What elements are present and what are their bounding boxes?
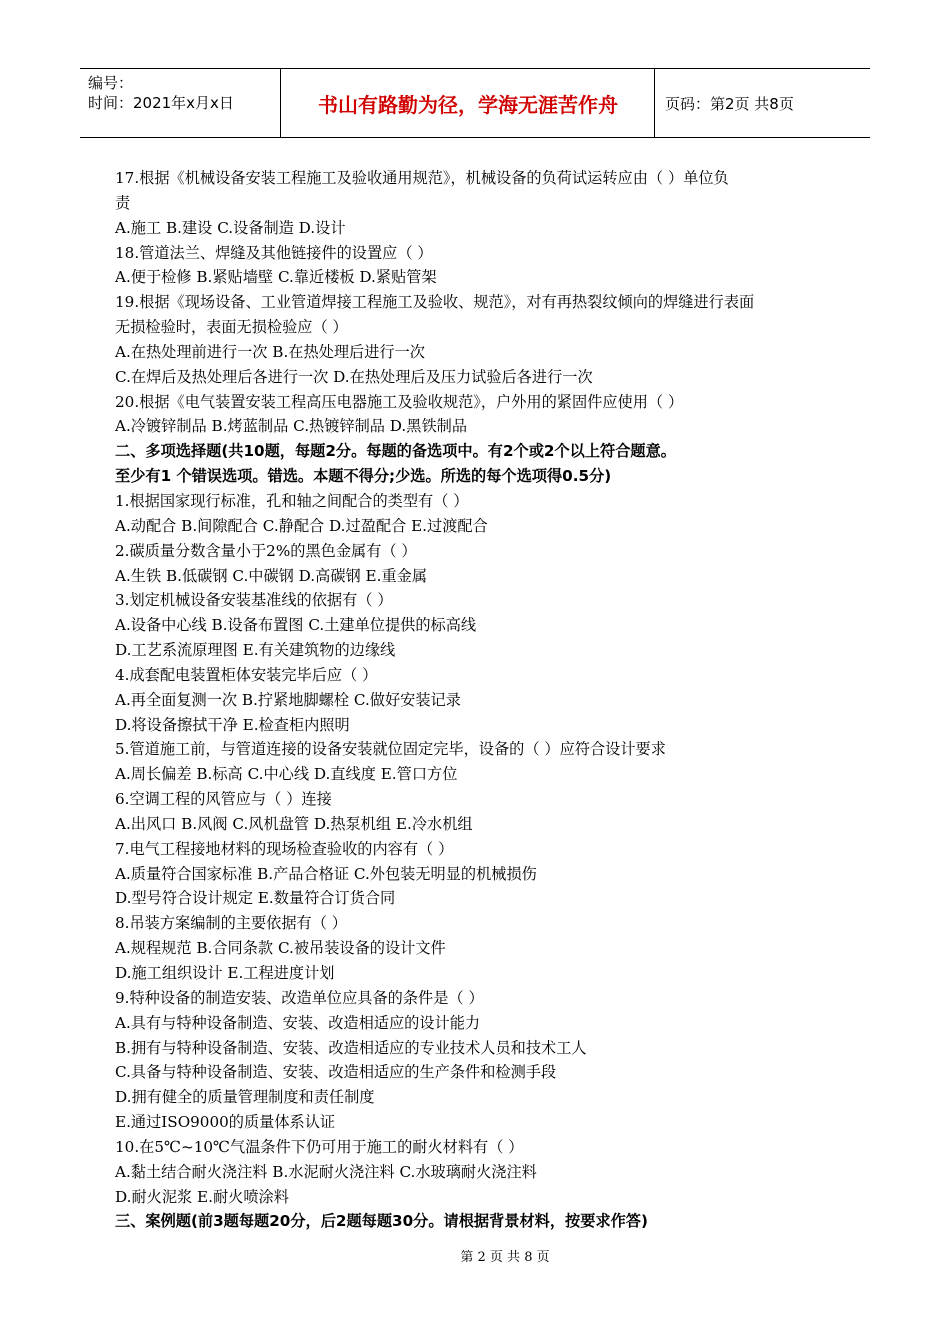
- text-line: 4.成套配电装置柜体安装完毕后应（ ）: [115, 665, 378, 684]
- time-label: 时间：2021年x月x日: [88, 94, 234, 112]
- header-info-cell: [80, 69, 281, 137]
- number-label: 编号：: [88, 74, 134, 92]
- text-line: 2.碳质量分数含量小于2%的黑色金属有（ ）: [115, 541, 417, 560]
- text-line: 无损检验时，表面无损检验应（ ）: [115, 318, 348, 337]
- text-line: A.质量符合国家标准 B.产品合格证 C.外包装无明显的机械损伤: [115, 864, 537, 883]
- page-footer: 第 2 页 共 8 页: [460, 1250, 550, 1265]
- text-line: A.黏土结合耐火浇注料 B.水泥耐火浇注料 C.水玻璃耐火浇注料: [115, 1162, 537, 1181]
- text-line: A.冷镀锌制品 B.烤蓝制品 C.热镀锌制品 D.黑铁制品: [115, 417, 468, 436]
- text-line: A.动配合 B.间隙配合 C.静配合 D.过盈配合 E.过渡配合: [115, 516, 488, 535]
- document-body: [115, 166, 840, 1234]
- text-line: 6.空调工程的风管应与（ ）连接: [115, 790, 332, 809]
- text-line: 20.根据《电气装置安装工程高压电器施工及验收规范》，户外用的紧固件应使用（ ）: [115, 392, 684, 411]
- text-line: 3.划定机械设备安装基准线的依据有（ ）: [115, 591, 393, 610]
- text-line: D.将设备擦拭干净 E.检查柜内照明: [115, 715, 350, 734]
- text-line: A.施工 B.建设 C.设备制造 D.设计: [115, 218, 346, 237]
- text-line: 18.管道法兰、焊缝及其他链接件的设置应（ ）: [115, 243, 433, 262]
- text-line: D.施工组织设计 E.工程进度计划: [115, 964, 335, 982]
- text-line: C.在焊后及热处理后各进行一次 D.在热处理后及压力试验后各进行一次: [115, 367, 593, 386]
- section-heading: 二、多项选择题(共10题，每题2分。每题的备选项中。有2个或2个以上符合题意。: [115, 442, 676, 461]
- text-line: A.设备中心线 B.设备布置图 C.土建单位提供的标高线: [115, 616, 477, 635]
- text-line: 17.根据《机械设备安装工程施工及验收通用规范》，机械设备的负荷试运转应由（ ）单位负: [115, 169, 729, 187]
- page-info-cell: [655, 69, 870, 137]
- text-line: A.生铁 B.低碳钢 C.中碳钢 D.高碳钢 E.重金属: [115, 566, 428, 585]
- text-line: A.再全面复测一次 B.拧紧地脚螺栓 C.做好安装记录: [115, 690, 461, 709]
- text-line: A.在热处理前进行一次 B.在热处理后进行一次: [115, 342, 425, 361]
- section-heading: 三、案例题(前3题每题20分，后2题每题30分。请根据背景材料，按要求作答): [115, 1212, 648, 1231]
- text-line: 5.管道施工前，与管道连接的设备安装就位固定完毕，设备的（ ）应符合设计要求: [115, 740, 666, 759]
- text-line: D.型号符合设计规定 E.数量符合订货合同: [115, 889, 396, 908]
- text-line: A.便于检修 B.紧贴墙壁 C.靠近楼板 D.紧贴管架: [115, 268, 437, 287]
- section-heading: 至少有1 个错误选项。错选。本题不得分;少选。所选的每个选项得0.5分): [115, 467, 612, 486]
- text-line: 7.电气工程接地材料的现场检查验收的内容有（ ）: [115, 839, 454, 858]
- motto-cell: [282, 69, 655, 137]
- text-line: D.工艺系流原理图 E.有关建筑物的边缘线: [115, 641, 396, 660]
- text-line: D.拥有健全的质量管理制度和责任制度: [115, 1088, 375, 1107]
- text-line: 8.吊装方案编制的主要依据有（ ）: [115, 914, 347, 933]
- header-table: [80, 68, 870, 138]
- text-line: 10.在5℃~10℃气温条件下仍可用于施工的耐火材料有（ ）: [115, 1137, 524, 1156]
- text-line: A.出风口 B.风阀 C.风机盘管 D.热泵机组 E.冷水机组: [115, 814, 473, 833]
- motto-text: 书山有路勤为径，学海无涯苦作舟: [318, 92, 618, 117]
- text-line: A.具有与特种设备制造、安装、改造相适应的设计能力: [115, 1013, 481, 1032]
- text-line: 19.根据《现场设备、工业管道焊接工程施工及验收、规范》，对有再热裂纹倾向的焊缝进行表面: [115, 293, 755, 312]
- page-info-text: 页码：第2页 共8页: [665, 94, 794, 113]
- text-line: 9.特种设备的制造安装、改造单位应具备的条件是（ ）: [115, 988, 484, 1007]
- text-line: 责: [115, 193, 131, 212]
- text-line: C.具备与特种设备制造、安装、改造相适应的生产条件和检测手段: [115, 1063, 557, 1082]
- text-line: E.通过ISO9000的质量体系认证: [115, 1113, 336, 1132]
- text-line: B.拥有与特种设备制造、安装、改造相适应的专业技术人员和技术工人: [115, 1038, 587, 1057]
- text-line: D.耐火泥浆 E.耐火喷涂料: [115, 1187, 289, 1206]
- text-line: A.规程规范 B.合同条款 C.被吊装设备的设计文件: [115, 939, 446, 958]
- text-line: A.周长偏差 B.标高 C.中心线 D.直线度 E.管口方位: [115, 765, 458, 784]
- text-line: 1.根据国家现行标准，孔和轴之间配合的类型有（ ）: [115, 491, 469, 510]
